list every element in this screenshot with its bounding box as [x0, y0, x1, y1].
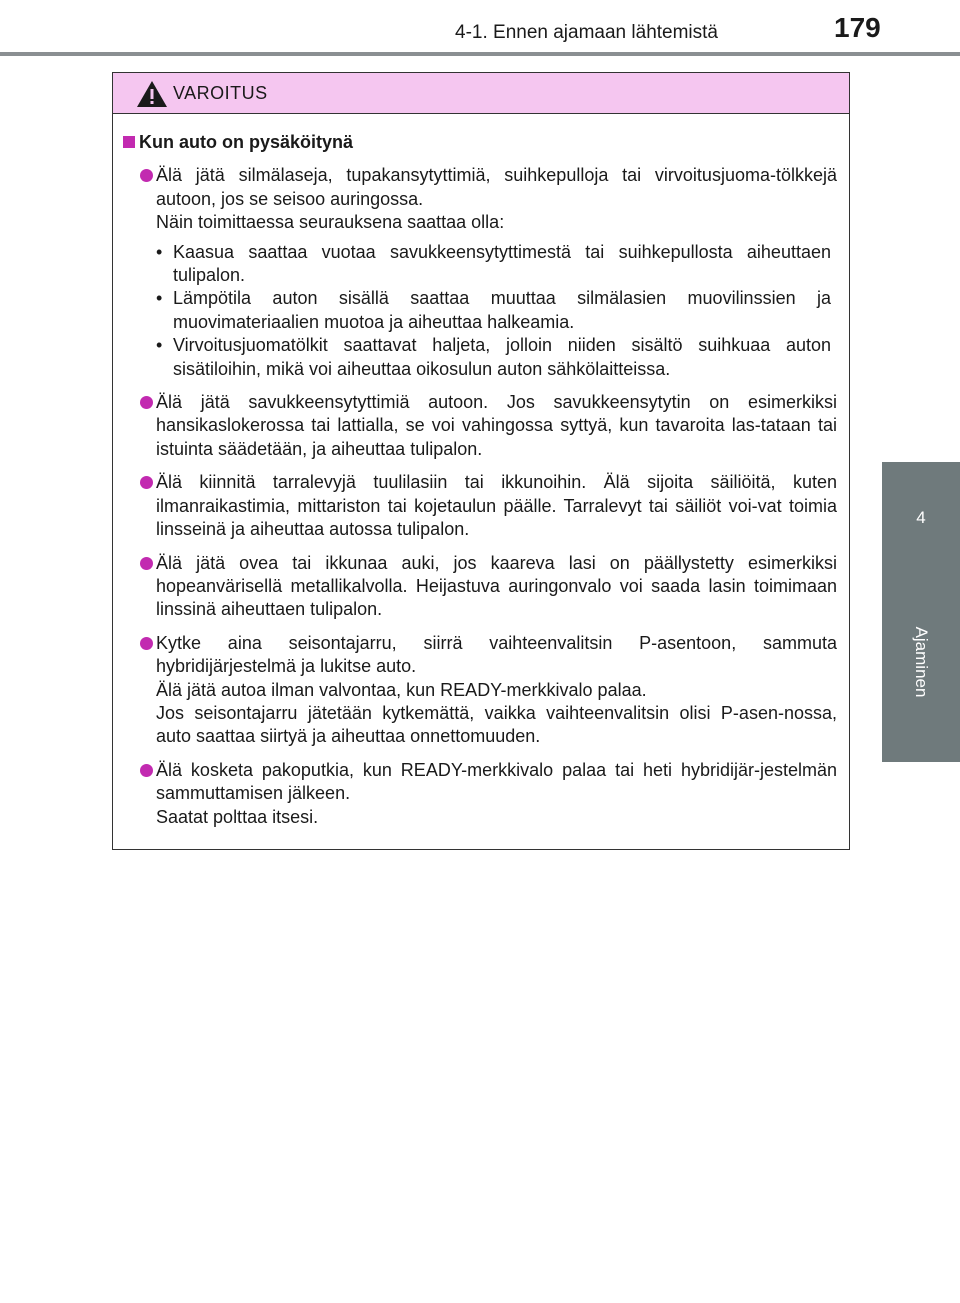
chapter-side-tab [882, 462, 960, 762]
warning-item [113, 552, 849, 622]
warning-sublist [113, 241, 849, 381]
warning-triangle-icon [135, 79, 169, 109]
square-bullet-icon [123, 136, 135, 148]
page-header [0, 0, 960, 56]
warning-item [113, 632, 849, 749]
sublist-item [113, 241, 849, 288]
item-text: Älä jätä savukkeensytyttimiä autoon. Jos savukkeensytytin on esimerkiksi hansikaslokerossa tai lattialla, se voi vahingossa syttyä, kun tavaroita las-tataan tai istuinta säädetään, ja aiheuttaa tulipalon. [156, 392, 837, 459]
warning-content [113, 125, 849, 829]
item-text: Älä jätä ovea tai ikkunaa auki, jos kaareva lasi on päällystetty esimerkiksi hopeanvärisellä metallikalvolla. Heijastuva auringonvalo voi saada lasin toimimaan linssinä aiheuttaen tulipalon. [156, 552, 837, 620]
sublist-item-text: Virvoitusjuomatölkit saattavat haljeta, jolloin niiden sisältö suihkuaa auton sisätiloihin, mikä voi aiheuttaa oikosulun auton sähkölaitteissa. [173, 335, 831, 379]
warning-title: VAROITUS [173, 83, 268, 103]
circle-bullet-icon [140, 476, 153, 489]
item-text: Kytke aina seisontajarru, siirrä vaihteenvalitsin P-asentoon, sammuta hybridijärjestelmä ja lukitse auto. [156, 632, 837, 677]
item-text: Älä kiinnitä tarralevyjä tuulilasiin tai ikkunoihin. Älä sijoita säiliöitä, kuten ilmanraikastimia, mittariston tai kojetaulun päälle. Tarralevyt tai säiliöt voi-vat toimia linsseinä ja aiheuttaa autossa tulipalon. [156, 472, 837, 540]
warning-item [113, 164, 849, 234]
warning-item [113, 759, 849, 829]
item-text: Saatat polttaa itsesi. [156, 806, 319, 827]
circle-bullet-icon [140, 396, 153, 409]
warning-item [113, 391, 849, 461]
chapter-label: Ajaminen [912, 626, 931, 698]
item-text: Älä jätä silmälaseja, tupakansytyttimiä, suihkepulloja tai virvoitusjuoma-tölkkejä autoon, jos se seisoo auringossa. [156, 165, 837, 209]
chapter-number: 4 [916, 508, 926, 527]
page-number: 179 [834, 12, 881, 43]
circle-bullet-icon [140, 169, 153, 182]
item-text: Älä jätä autoa ilman valvontaa, kun READY-merkkivalo palaa. [156, 679, 647, 700]
sublist-item [113, 287, 849, 334]
warning-item [113, 471, 849, 541]
circle-bullet-icon [140, 557, 153, 570]
warning-subheading [113, 131, 849, 154]
circle-bullet-icon [140, 637, 153, 650]
header-rule [0, 52, 960, 56]
circle-bullet-icon [140, 764, 153, 777]
item-text: Älä kosketa pakoputkia, kun READY-merkkivalo palaa tai heti hybridijär-jestelmän sammuttamisen jälkeen. [156, 759, 837, 804]
item-text: Jos seisontajarru jätetään kytkemättä, vaikka vaihteenvalitsin olisi P-asen-nossa, auto saattaa siirtyä ja aiheuttaa onnettomuuden. [156, 702, 837, 747]
dot-bullet-icon: • [156, 335, 163, 356]
section-title: 4-1. Ennen ajamaan lähtemistä [455, 22, 718, 43]
warning-header [113, 73, 849, 114]
sublist-item-text: Lämpötila auton sisällä saattaa muuttaa silmälasien muovilinssien ja muovimateriaalien muotoa ja aiheuttaa halkeamia. [173, 288, 831, 332]
dot-bullet-icon: • [156, 241, 163, 262]
dot-bullet-icon: • [156, 288, 163, 309]
sublist-item-text: Kaasua saattaa vuotaa savukkeensytyttimestä tai suihkepullosta aiheuttaen tulipalon. [173, 241, 831, 286]
item-text: Näin toimittaessa seurauksena saattaa olla: [156, 212, 505, 233]
sublist-item [113, 334, 849, 381]
warning-box [112, 72, 850, 850]
subheading-text: Kun auto on pysäköitynä [139, 132, 354, 152]
